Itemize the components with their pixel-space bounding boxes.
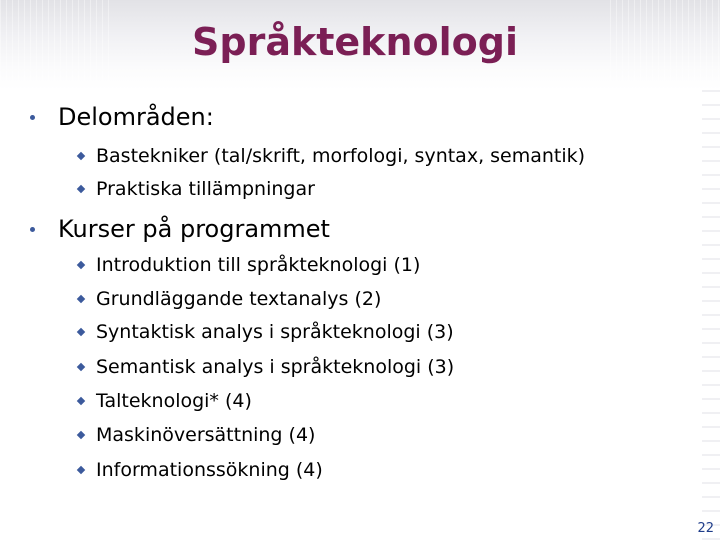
section-heading-delomraden [30,102,214,132]
slide-title: Språkteknologi [192,20,518,64]
list-item-text: Semantisk analys i språkteknologi (3) [96,356,455,378]
list-item [78,423,315,447]
list-item [78,144,585,168]
round-bullet-icon [30,227,35,232]
list-item-text: Bastekniker (tal/skrift, morfologi, syntax, semantik) [96,145,586,167]
diamond-bullet-icon [77,261,85,269]
list-item-text: Introduktion till språkteknologi (1) [96,254,421,276]
list-item [78,253,420,277]
list-item [78,458,323,482]
list-item [78,287,381,311]
diamond-bullet-icon [77,185,85,193]
list-item-text: Informationssökning (4) [96,459,323,481]
list-item [78,320,454,344]
diamond-bullet-icon [77,152,85,160]
right-edge-decoration [702,90,720,540]
list-item [78,355,454,379]
diamond-bullet-icon [77,466,85,474]
list-item-text: Praktiska tillämpningar [96,178,315,200]
diamond-bullet-icon [77,328,85,336]
diamond-bullet-icon [77,397,85,405]
list-item-text: Grundläggande textanalys (2) [96,288,382,310]
list-item-text: Maskinöversättning (4) [96,424,316,446]
section-heading-text: Delområden: [58,103,214,131]
diamond-bullet-icon [77,363,85,371]
list-item [78,389,252,413]
list-item-text: Syntaktisk analys i språkteknologi (3) [96,321,454,343]
page-number: 22 [697,521,714,536]
section-heading-kurser [30,214,330,244]
list-item-text: Talteknologi* (4) [96,390,252,412]
list-item [78,177,315,201]
diamond-bullet-icon [77,431,85,439]
diamond-bullet-icon [77,295,85,303]
round-bullet-icon [30,115,35,120]
section-heading-text: Kurser på programmet [58,215,330,243]
